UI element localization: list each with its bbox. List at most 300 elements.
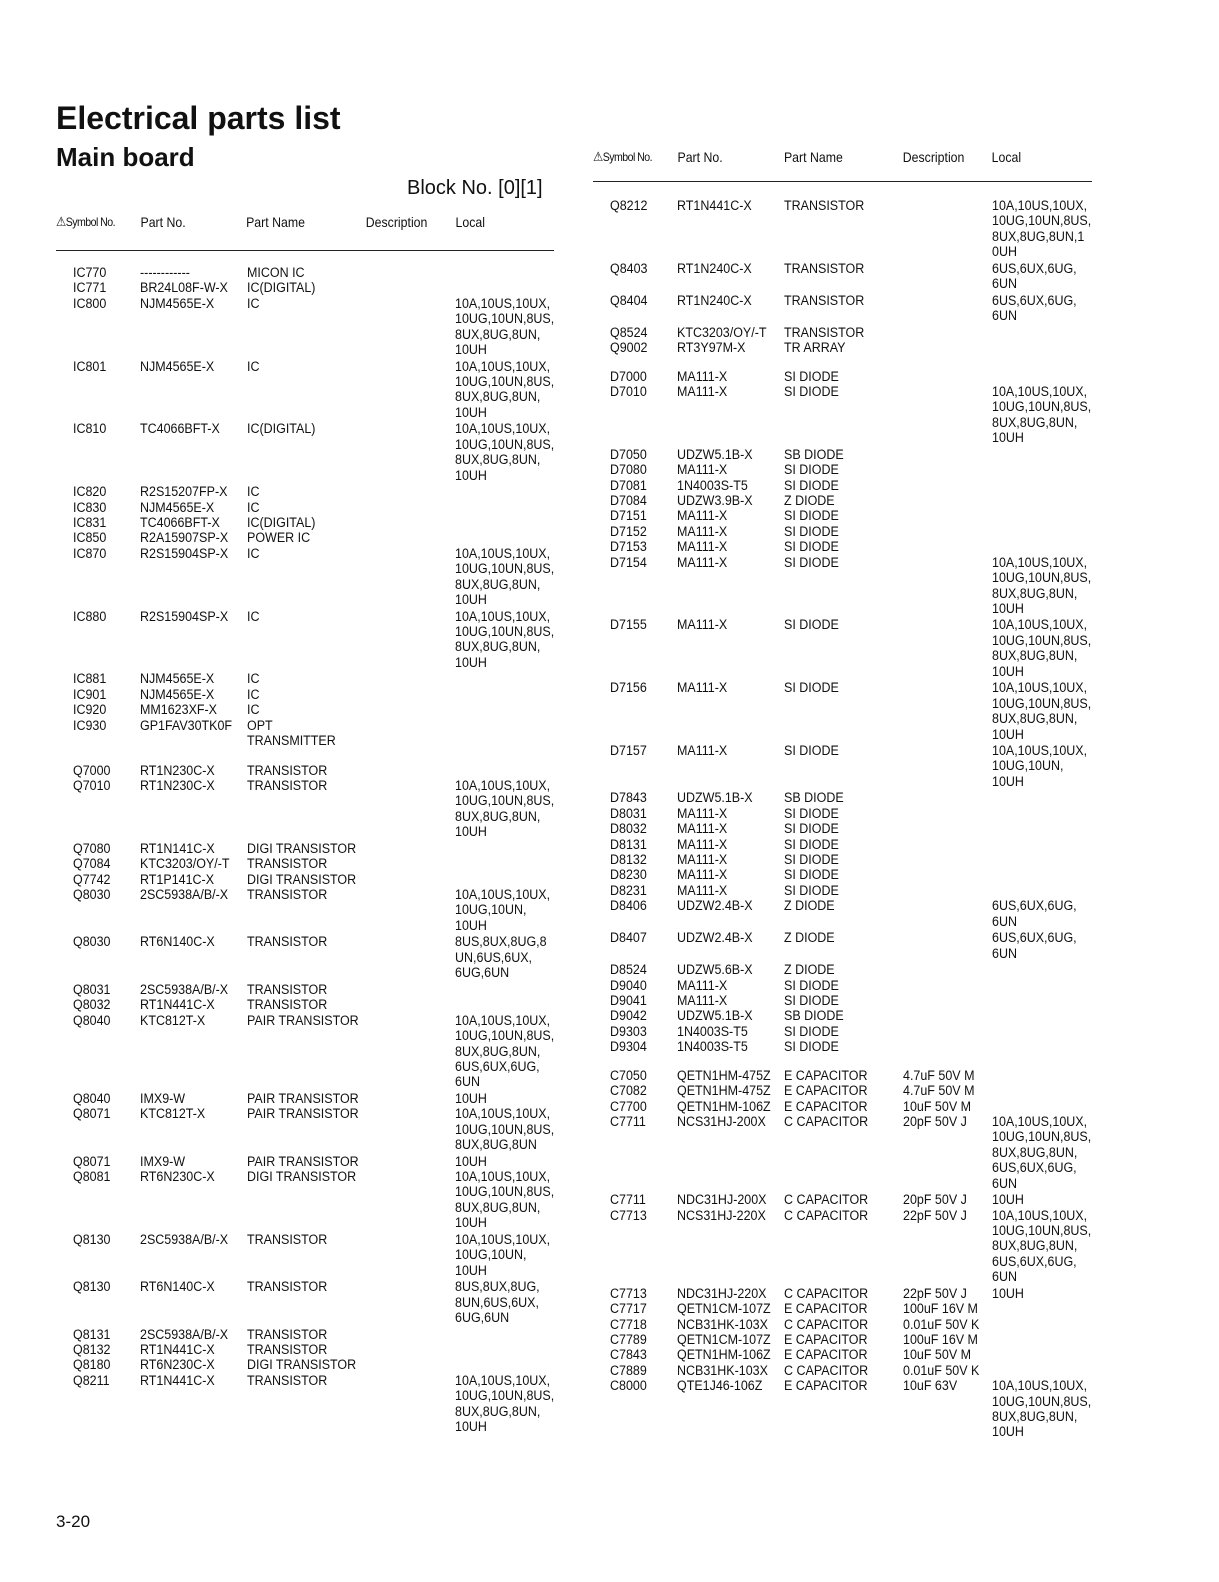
symbol-cell: Q8071 [73, 1153, 111, 1170]
local-cell: 10A,10US,10UX, 10UG,10UN,8US, 8UX,8UG,8UN, 10UH [455, 1169, 555, 1232]
table-row [593, 681, 1092, 743]
description-cell: 100uF 16V M [903, 1301, 978, 1318]
symbol-cell: Q8031 [73, 981, 111, 998]
table-row [56, 1107, 554, 1153]
part-name-cell: DIGI TRANSISTOR [247, 1357, 357, 1374]
symbol-cell: C7711 [610, 1113, 646, 1130]
part-no-cell: BR24L08F-W-X [140, 280, 228, 297]
table-row [56, 1374, 554, 1436]
symbol-cell: IC831 [73, 515, 107, 531]
symbol-cell: Q8211 [73, 1372, 110, 1389]
table-row [56, 935, 554, 981]
part-name-cell: TRANSISTOR [247, 1279, 328, 1296]
symbol-cell: D7000 [610, 368, 647, 385]
part-name-cell: E CAPACITOR [784, 1067, 868, 1084]
part-no-cell: R2S15207FP-X [140, 484, 228, 501]
part-no-cell: TC4066BFT-X [140, 421, 220, 438]
symbol-cell: C7717 [610, 1301, 647, 1318]
right-table-header [593, 149, 1032, 193]
symbol-cell: D8524 [610, 962, 647, 979]
symbol-cell: Q7080 [73, 840, 111, 857]
local-cell: 10A,10US,10UX, 10UG,10UN,8US, 8UX,8UG,8UN, 10UH [455, 358, 555, 421]
local-cell: 10A,10US,10UX, 10UG,10UN,8US, 8UX,8UG,8UN, 10UH [992, 617, 1092, 680]
local-cell: 10A,10US,10UX, 10UG,10UN, 10UH [992, 743, 1088, 790]
symbol-cell: Q8030 [73, 887, 111, 904]
part-no-cell: UDZW2.4B-X [677, 930, 753, 947]
part-no-cell: MM1623XF-X [140, 702, 218, 719]
part-no-cell: NCB31HK-103X [677, 1316, 768, 1333]
part-name-cell: Z DIODE [784, 493, 835, 510]
part-no-cell: RT1P141C-X [140, 871, 215, 888]
symbol-cell: IC810 [73, 421, 107, 438]
description-cell: 10uF 50V M [903, 1347, 972, 1364]
part-name-cell: OPT TRANSMITTER [247, 717, 336, 749]
table-row [593, 199, 1092, 261]
symbol-cell: D8406 [610, 898, 647, 915]
part-no-cell: MA111-X [677, 867, 728, 884]
table-row [593, 1379, 1092, 1441]
table-row [56, 297, 554, 359]
part-name-cell: C CAPACITOR [784, 1113, 869, 1130]
symbol-cell: IC880 [73, 608, 107, 625]
table-row [593, 1333, 1092, 1348]
part-name-header: Part Name [246, 214, 305, 230]
part-name-cell: SI DIODE [784, 882, 839, 899]
part-name-cell: SI DIODE [784, 368, 839, 385]
table-row [593, 791, 1092, 806]
symbol-cell: C7889 [610, 1362, 647, 1379]
symbol-cell: Q9002 [610, 340, 648, 357]
symbol-cell: IC930 [73, 717, 107, 734]
table-row [56, 1233, 554, 1279]
local-cell: 10A,10US,10UX, 10UG,10UN,8US, 8UX,8UG,8UN, 10UH [455, 778, 555, 841]
symbol-cell: D9042 [610, 1008, 647, 1025]
local-cell: 10A,10US,10UX, 10UG,10UN,8US, 8UX,8UG,8UN, 10UH [455, 608, 555, 671]
symbol-cell: C7713 [610, 1207, 647, 1224]
symbol-cell: C7082 [610, 1083, 647, 1100]
header-rule [593, 181, 1092, 182]
symbol-cell: Q8404 [610, 292, 648, 309]
part-name-cell: TRANSISTOR [247, 762, 328, 779]
table-row [56, 547, 554, 609]
symbol-cell: D9303 [610, 1023, 647, 1040]
local-cell: 10UH [455, 1090, 487, 1107]
symbol-cell: Q8212 [610, 198, 648, 214]
symbol-cell: IC820 [73, 484, 107, 501]
part-name-cell: IC [247, 499, 260, 516]
local-cell: 10A,10US,10UX, 10UG,10UN,8US, 8UX,8UG,8UN [455, 1106, 555, 1154]
part-name-cell: IC [247, 671, 260, 688]
symbol-cell: D7157 [610, 743, 647, 760]
warning-triangle-icon: ⚠ [56, 214, 66, 229]
symbol-cell: D7151 [610, 508, 647, 525]
table-row [56, 360, 554, 422]
symbol-cell: IC870 [73, 545, 107, 562]
symbol-cell: D8231 [610, 882, 647, 899]
part-no-header: Part No. [140, 214, 186, 230]
part-name-cell: C CAPACITOR [784, 1207, 869, 1224]
symbol-cell: IC830 [73, 499, 107, 516]
part-no-cell: 2SC5938A/B/-X [140, 887, 229, 904]
local-cell: 10A,10US,10UX, 10UG,10UN,8US, 8UX,8UG,8UN, 6US,6UX,6UG, 6UN [992, 1207, 1092, 1286]
part-name-cell: DIGI TRANSISTOR [247, 871, 357, 888]
local-cell: 10A,10US,10UX, 10UG,10UN,8US, 8UX,8UG,8UN, 10UH [455, 1372, 555, 1436]
part-no-cell: UDZW5.1B-X [677, 446, 753, 463]
part-name-cell: C CAPACITOR [784, 1192, 869, 1209]
table-row [56, 719, 554, 750]
table-row [593, 1318, 1092, 1333]
local-cell: 10A,10US,10UX, 10UG,10UN, 10UH [455, 887, 551, 934]
table-row [593, 822, 1092, 837]
description-cell: 22pF 50V J [903, 1285, 967, 1302]
part-no-cell: 1N4003S-T5 [677, 477, 748, 494]
symbol-cell: IC920 [73, 702, 107, 719]
symbol-cell: Q8130 [73, 1231, 111, 1248]
symbol-cell: D7153 [610, 539, 647, 556]
part-name-cell: SI DIODE [784, 867, 839, 884]
part-name-cell: PAIR TRANSISTOR [247, 1012, 359, 1029]
part-no-cell: R2S15904SP-X [140, 545, 229, 562]
symbol-cell: Q7010 [73, 778, 111, 795]
symbol-header [56, 214, 115, 230]
table-row [593, 463, 1092, 478]
symbol-cell: C7718 [610, 1316, 647, 1333]
part-no-cell: 2SC5938A/B/-X [140, 981, 229, 998]
part-name-cell: SI DIODE [784, 852, 839, 869]
part-no-cell: 2SC5938A/B/-X [140, 1231, 229, 1248]
part-name-cell: TRANSISTOR [784, 324, 865, 341]
local-cell: 10A,10US,10UX, 10UG,10UN,8US, 8UX,8UG,8UN, 6US,6UX,6UG, 6UN [455, 1012, 555, 1091]
symbol-cell: D7152 [610, 523, 647, 540]
part-name-cell: SI DIODE [784, 384, 839, 401]
part-no-cell: IMX9-W [140, 1153, 186, 1170]
table-row [593, 1115, 1092, 1192]
symbol-cell: D8230 [610, 867, 647, 884]
part-name-cell: DIGI TRANSISTOR [247, 840, 357, 857]
part-name-cell: TRANSISTOR [247, 778, 328, 795]
table-row [593, 509, 1092, 524]
table-row [593, 1025, 1092, 1040]
symbol-cell: C7700 [610, 1098, 647, 1115]
table-row [56, 983, 554, 998]
symbol-cell: D8032 [610, 821, 647, 838]
description-cell: 22pF 50V J [903, 1207, 967, 1224]
part-name-cell: SI DIODE [784, 680, 839, 697]
table-row [593, 1040, 1092, 1055]
local-cell: 10A,10US,10UX, 10UG,10UN,8US, 8UX,8UG,8UN,1 0UH [992, 198, 1092, 261]
part-no-cell: MA111-X [677, 508, 728, 525]
left-table-header [56, 214, 494, 258]
part-no-cell: RT3Y97M-X [677, 340, 746, 357]
part-no-cell: MA111-X [677, 384, 728, 401]
part-name-cell: E CAPACITOR [784, 1378, 868, 1395]
table-row [56, 610, 554, 672]
symbol-cell: IC801 [73, 358, 107, 375]
table-row [56, 873, 554, 888]
part-no-cell: NDC31HJ-220X [677, 1285, 767, 1302]
local-header: Local [455, 214, 485, 230]
part-no-cell: GP1FAV30TK0F [140, 717, 233, 734]
symbol-cell: D7050 [610, 446, 647, 463]
part-no-cell: IMX9-W [140, 1090, 186, 1107]
part-name-cell: SB DIODE [784, 1008, 844, 1025]
part-no-cell: RT1N441C-X [140, 1372, 215, 1389]
table-row [56, 703, 554, 718]
part-no-header: Part No. [677, 149, 723, 165]
table-row [593, 1069, 1092, 1084]
table-row [56, 1358, 554, 1373]
table-row [593, 341, 1092, 356]
part-no-cell: R2S15904SP-X [140, 608, 229, 625]
symbol-cell: IC771 [73, 280, 107, 297]
part-no-cell: QETN1CM-107Z [677, 1301, 771, 1318]
part-name-cell: SI DIODE [784, 1023, 839, 1040]
symbol-cell: Q8032 [73, 997, 111, 1014]
table-row [593, 540, 1092, 555]
local-cell: 6US,6UX,6UG, 6UN [992, 898, 1077, 930]
part-name-cell: E CAPACITOR [784, 1331, 868, 1348]
part-name-cell: TRANSISTOR [784, 260, 865, 277]
part-no-cell: UDZW5.6B-X [677, 962, 753, 979]
part-name-cell: SB DIODE [784, 446, 844, 463]
symbol-cell: D7080 [610, 462, 647, 479]
symbol-cell: IC901 [73, 686, 107, 703]
part-no-cell: RT6N230C-X [140, 1357, 215, 1374]
table-row [56, 1328, 554, 1343]
part-no-cell: NJM4565E-X [140, 671, 215, 688]
local-cell: 6US,6UX,6UG, 6UN [992, 930, 1077, 962]
local-cell: 10A,10US,10UX, 10UG,10UN,8US, 8UX,8UG,8UN, 10UH [455, 295, 555, 359]
part-no-cell: QETN1HM-475Z [677, 1067, 771, 1084]
symbol-cell: Q7000 [73, 762, 111, 779]
part-name-cell: SI DIODE [784, 554, 839, 571]
description-cell: 0.01uF 50V K [903, 1316, 980, 1333]
table-row [593, 1209, 1092, 1286]
part-name-cell: TRANSISTOR [247, 934, 328, 951]
description-cell: 10uF 63V [903, 1378, 958, 1395]
part-no-cell: MA111-X [677, 523, 728, 540]
local-cell: 8US,8UX,8UG, 8UN,6US,6UX, 6UG,6UN [455, 1279, 540, 1327]
table-row [56, 842, 554, 857]
table-row [56, 857, 554, 872]
part-name-cell: MICON IC [247, 265, 305, 281]
table-row [56, 531, 554, 546]
table-row [593, 294, 1092, 325]
symbol-cell: Q8180 [73, 1357, 111, 1374]
local-cell: 6US,6UX,6UG, 6UN [992, 292, 1077, 325]
part-no-cell: KTC812T-X [140, 1012, 206, 1029]
part-name-cell: TRANSISTOR [784, 198, 865, 214]
part-no-cell: NJM4565E-X [140, 295, 215, 312]
part-name-cell: Z DIODE [784, 898, 835, 915]
part-name-cell: TRANSISTOR [247, 1342, 328, 1359]
part-name-cell: POWER IC [247, 530, 311, 547]
header-rule [56, 250, 554, 251]
description-cell: 20pF 50V J [903, 1192, 967, 1209]
part-no-cell: NCS31HJ-220X [677, 1207, 766, 1224]
part-no-cell: UDZW5.1B-X [677, 790, 753, 807]
table-row [56, 672, 554, 687]
part-no-cell: MA111-X [677, 368, 728, 385]
symbol-cell: C7713 [610, 1285, 647, 1302]
symbol-cell: IC881 [73, 671, 107, 688]
part-name-cell: IC [247, 702, 260, 719]
part-name-cell: SI DIODE [784, 508, 839, 525]
part-no-cell: TC4066BFT-X [140, 515, 220, 531]
part-no-cell: MA111-X [677, 821, 728, 838]
table-row [56, 1170, 554, 1232]
symbol-cell: C7050 [610, 1067, 647, 1084]
part-no-cell: 1N4003S-T5 [677, 1039, 748, 1056]
local-cell: 10A,10US,10UX, 10UG,10UN,8US, 8UX,8UG,8UN, 10UH [455, 421, 555, 484]
table-row [56, 485, 554, 500]
table-row [593, 370, 1092, 385]
table-row [56, 764, 554, 779]
part-no-cell: ------------ [140, 265, 190, 281]
table-row [593, 326, 1092, 341]
local-cell: 10A,10US,10UX, 10UG,10UN, 10UH [455, 1231, 551, 1279]
symbol-cell: D7010 [610, 384, 647, 401]
part-name-cell: SB DIODE [784, 790, 844, 807]
part-no-cell: UDZW3.9B-X [677, 493, 753, 510]
symbol-cell: Q8081 [73, 1169, 111, 1186]
local-cell: 10UH [992, 1192, 1024, 1209]
symbol-cell: D9304 [610, 1039, 647, 1056]
part-no-cell: 1N4003S-T5 [677, 1023, 748, 1040]
part-no-cell: RT6N230C-X [140, 1169, 215, 1186]
table-row [593, 884, 1092, 899]
table-row [56, 1092, 554, 1107]
table-row [56, 688, 554, 703]
part-no-cell: QETN1CM-107Z [677, 1331, 771, 1348]
table-row [56, 1280, 554, 1326]
table-row [593, 838, 1092, 853]
symbol-cell: IC770 [73, 265, 107, 281]
part-name-cell: TRANSISTOR [247, 1231, 328, 1248]
part-no-cell: MA111-X [677, 617, 728, 634]
part-name-cell: IC [247, 358, 260, 375]
table-row [593, 853, 1092, 868]
part-no-cell: MA111-X [677, 743, 728, 760]
description-cell: 4.7uF 50V M [903, 1067, 975, 1084]
table-row [56, 1343, 554, 1358]
table-row [56, 281, 554, 296]
description-cell: 4.7uF 50V M [903, 1083, 975, 1100]
symbol-cell: D8131 [610, 836, 647, 853]
symbol-cell: D8031 [610, 805, 647, 822]
local-cell: 8US,8UX,8UG,8 UN,6US,6UX, 6UG,6UN [455, 934, 547, 982]
table-row [593, 931, 1092, 962]
table-row [56, 1155, 554, 1170]
part-no-cell: RT6N140C-X [140, 1279, 215, 1296]
part-no-cell: RT1N230C-X [140, 762, 215, 779]
block-number: Block No. [0][1] [407, 177, 543, 199]
part-no-cell: RT1N240C-X [677, 260, 752, 277]
warning-triangle-icon: ⚠ [593, 149, 603, 164]
local-cell: 10A,10US,10UX, 10UG,10UN,8US, 8UX,8UG,8UN, 10UH [992, 680, 1092, 743]
part-name-cell: SI DIODE [784, 836, 839, 853]
symbol-cell: Q7084 [73, 856, 111, 873]
table-row [593, 1348, 1092, 1363]
symbol-cell: D7154 [610, 554, 647, 571]
symbol-cell: D9040 [610, 977, 647, 994]
table-row [593, 807, 1092, 822]
part-no-cell: NJM4565E-X [140, 499, 215, 516]
description-cell: 20pF 50V J [903, 1113, 967, 1130]
part-name-cell: SI DIODE [784, 477, 839, 494]
table-row [593, 1302, 1092, 1317]
table-row [593, 1100, 1092, 1115]
symbol-cell: D7155 [610, 617, 647, 634]
part-no-cell: NDC31HJ-200X [677, 1192, 767, 1209]
part-name-cell: SI DIODE [784, 977, 839, 994]
symbol-cell: C7843 [610, 1347, 647, 1364]
description-header: Description [365, 214, 428, 230]
symbol-header-label: Symbol No. [65, 215, 116, 229]
part-no-cell: NJM4565E-X [140, 686, 215, 703]
part-name-cell: TRANSISTOR [247, 1326, 328, 1343]
part-no-cell: KTC812T-X [140, 1106, 206, 1123]
part-name-cell: IC [247, 545, 260, 562]
symbol-cell: Q8403 [610, 260, 648, 277]
part-name-cell: IC(DIGITAL) [247, 515, 316, 531]
symbol-cell: Q8131 [73, 1326, 111, 1343]
part-no-cell: RT1N240C-X [677, 292, 752, 309]
part-name-cell: TRANSISTOR [247, 1372, 328, 1389]
table-row [593, 899, 1092, 930]
part-name-cell: IC [247, 686, 260, 703]
part-no-cell: RT1N141C-X [140, 840, 215, 857]
symbol-cell: Q8071 [73, 1106, 111, 1123]
symbol-cell: D8132 [610, 852, 647, 869]
symbol-cell: Q8040 [73, 1090, 111, 1107]
part-name-cell: PAIR TRANSISTOR [247, 1153, 359, 1170]
local-cell: 10A,10US,10UX, 10UG,10UN,8US, 8UX,8UG,8UN, 10UH [992, 384, 1092, 447]
description-cell: 100uF 16V M [903, 1331, 978, 1348]
part-name-cell: SI DIODE [784, 462, 839, 479]
part-name-cell: IC(DIGITAL) [247, 421, 316, 438]
part-name-cell: Z DIODE [784, 930, 835, 947]
part-no-cell: QETN1HM-475Z [677, 1083, 771, 1100]
table-row [593, 385, 1092, 447]
symbol-cell: Q8132 [73, 1342, 111, 1359]
part-name-header: Part Name [783, 149, 843, 165]
part-no-cell: RT1N230C-X [140, 778, 215, 795]
table-row [593, 525, 1092, 540]
part-no-cell: MA111-X [677, 554, 728, 571]
part-name-cell: TRANSISTOR [247, 981, 328, 998]
symbol-cell: Q8130 [73, 1279, 111, 1296]
local-cell: 10UH [992, 1285, 1024, 1302]
part-name-cell: SI DIODE [784, 617, 839, 634]
part-name-cell: DIGI TRANSISTOR [247, 1169, 357, 1186]
table-row [56, 266, 554, 281]
description-header: Description [902, 149, 965, 165]
board-subtitle: Main board [56, 142, 195, 172]
table-row [593, 494, 1092, 509]
table-row [593, 868, 1092, 883]
part-name-cell: E CAPACITOR [784, 1083, 868, 1100]
part-name-cell: TRANSISTOR [247, 997, 328, 1014]
symbol-cell: D8407 [610, 930, 647, 947]
local-header: Local [991, 149, 1022, 165]
part-name-cell: PAIR TRANSISTOR [247, 1106, 359, 1123]
part-name-cell: TRANSISTOR [784, 292, 865, 309]
symbol-cell: D7156 [610, 680, 647, 697]
table-row [593, 1009, 1092, 1024]
part-name-cell: C CAPACITOR [784, 1316, 869, 1333]
part-no-cell: MA111-X [677, 805, 728, 822]
